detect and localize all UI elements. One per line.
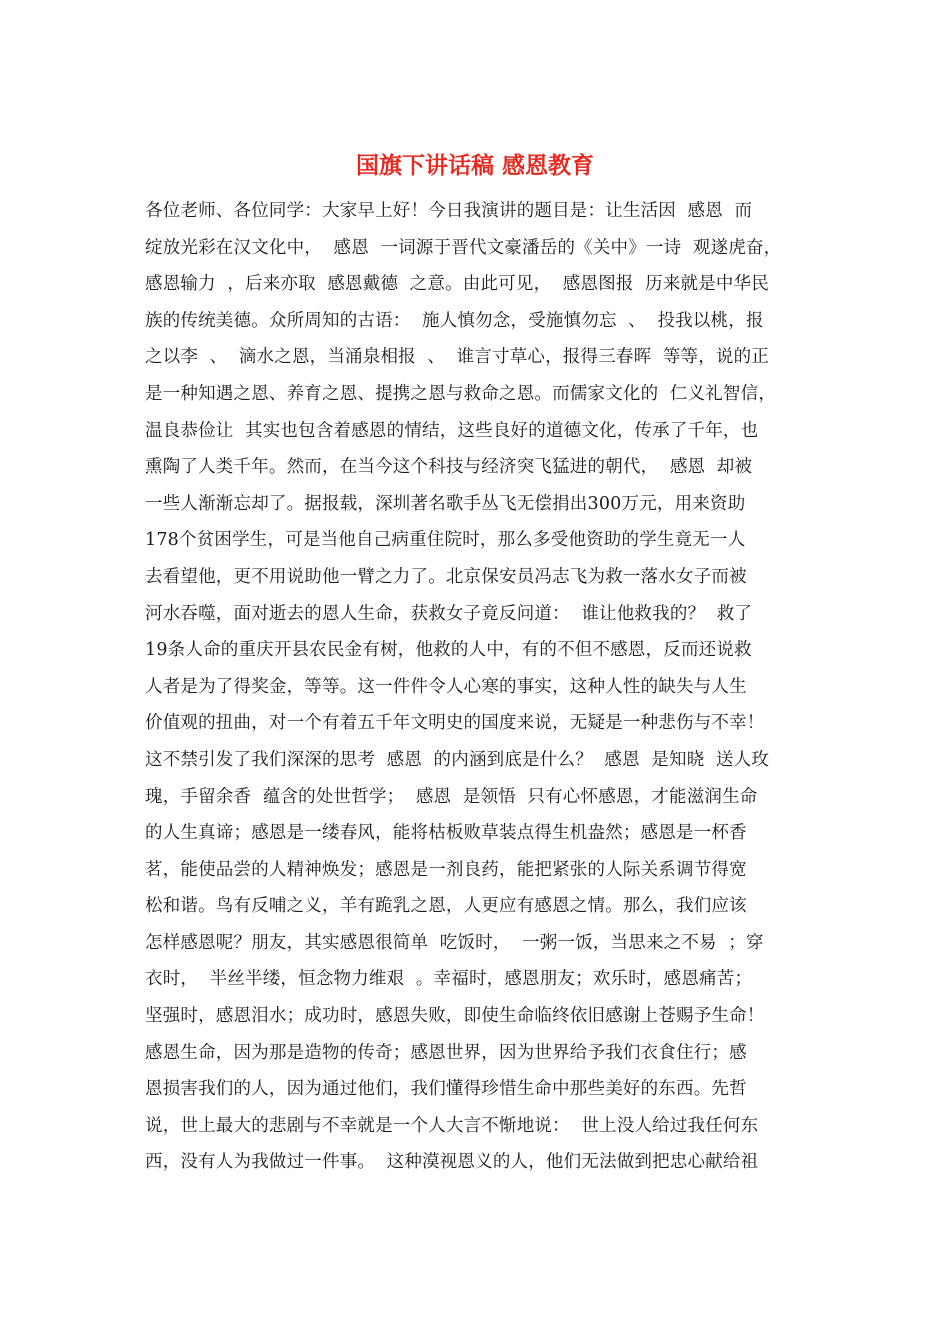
document-body — [145, 193, 825, 1181]
body-line: 河水吞噬，面对逝去的恩人生命，获救女子竟反问道： 谁让他救我的？ 救了 — [145, 603, 753, 624]
document-title: 国旗下讲话稿 感恩教育 — [355, 152, 594, 179]
body-line: 西，没有人为我做过一件事。 这种漠视恩义的人，他们无法做到把忠心献给祖 — [145, 1152, 759, 1173]
body-line: 说，世上最大的悲剧与不幸就是一个人大言不惭地说： 世上没人给过我任何东 — [145, 1115, 759, 1136]
body-line: 19条人命的重庆开县农民金有树，他救的人中，有的不但不感恩，反而还说救 — [145, 640, 752, 661]
body-line: 去看望他，更不用说助他一臂之力了。北京保安员冯志飞为救一落水女子而被 — [145, 566, 747, 587]
body-line: 一些人渐渐忘却了。据报载，深圳著名歌手丛飞无偿捐出300万元，用来资助 — [145, 493, 746, 514]
body-line: 茗，能使品尝的人精神焕发；感恩是一剂良药，能把紧张的人际关系调节得宽 — [145, 859, 747, 880]
body-line: 价值观的扭曲，对一个有着五千年文明史的国度来说，无疑是一种悲伤与不幸！ — [145, 713, 765, 734]
body-line: 之以李 、 滴水之恩，当涌泉相报 、 谁言寸草心，报得三春晖 等等，说的正 — [145, 347, 770, 368]
body-line: 各位老师、各位同学：大家早上好！今日我演讲的题目是：让生活因 感恩 而 — [145, 201, 753, 221]
body-line: 瑰，手留余香 蕴含的处世哲学； 感恩 是领悟 只有心怀感恩，才能滋润生命 — [145, 786, 758, 807]
body-line: 坚强时，感恩泪水；成功时，感恩失败，即使生命临终依旧感谢上苍赐予生命！ — [145, 1006, 765, 1027]
body-line: 178个贫困学生，可是当他自己病重住院时，那么多受他资助的学生竟无一人 — [145, 530, 746, 551]
body-line: 怎样感恩呢？朋友，其实感恩很简单 吃饭时， 一粥一饭，当思来之不易 ；穿 — [145, 932, 764, 953]
body-line: 人者是为了得奖金，等等。这一件件令人心寒的事实，这种人性的缺失与人生 — [145, 676, 747, 697]
body-line: 感恩生命，因为那是造物的传奇；感恩世界，因为世界给予我们衣食住行；感 — [145, 1042, 747, 1063]
body-line: 的人生真谛；感恩是一缕春风，能将枯板败草装点得生机盎然；感恩是一杯香 — [145, 823, 747, 844]
body-line: 这不禁引发了我们深深的思考 感恩 的内涵到底是什么？ 感恩 是知晓 送人玫 — [145, 749, 770, 770]
body-line: 感恩输力 ，后来亦取 感恩戴德 之意。由此可见， 感恩图报 历来就是中华民 — [145, 274, 770, 295]
body-line: 绽放光彩在汉文化中， 感恩 一词源于晋代文豪潘岳的《关中》一诗 观遂虎奋， — [145, 237, 782, 258]
body-line: 温良恭俭让 其实也包含着感恩的情结，这些良好的道德文化，传承了千年，也 — [145, 420, 759, 441]
body-line: 熏陶了人类千年。然而，在当今这个科技与经济突飞猛进的朝代， 感恩 却被 — [145, 457, 753, 478]
body-line: 恩损害我们的人，因为通过他们，我们懂得珍惜生命中那些美好的东西。先哲 — [145, 1079, 747, 1100]
body-line: 族的传统美德。众所周知的古语： 施人慎勿念，受施慎勿忘 、 投我以桃，报 — [145, 310, 764, 331]
body-line: 是一种知遇之恩、养育之恩、提携之恩与救命之恩。而儒家文化的 仁义礼智信， — [145, 383, 777, 404]
body-line: 松和谐。鸟有反哺之义，羊有跪乳之恩，人更应有感恩之情。那么，我们应该 — [145, 896, 747, 917]
body-line: 衣时， 半丝半缕，恒念物力维艰 。幸福时，感恩朋友；欢乐时，感恩痛苦； — [145, 969, 753, 990]
